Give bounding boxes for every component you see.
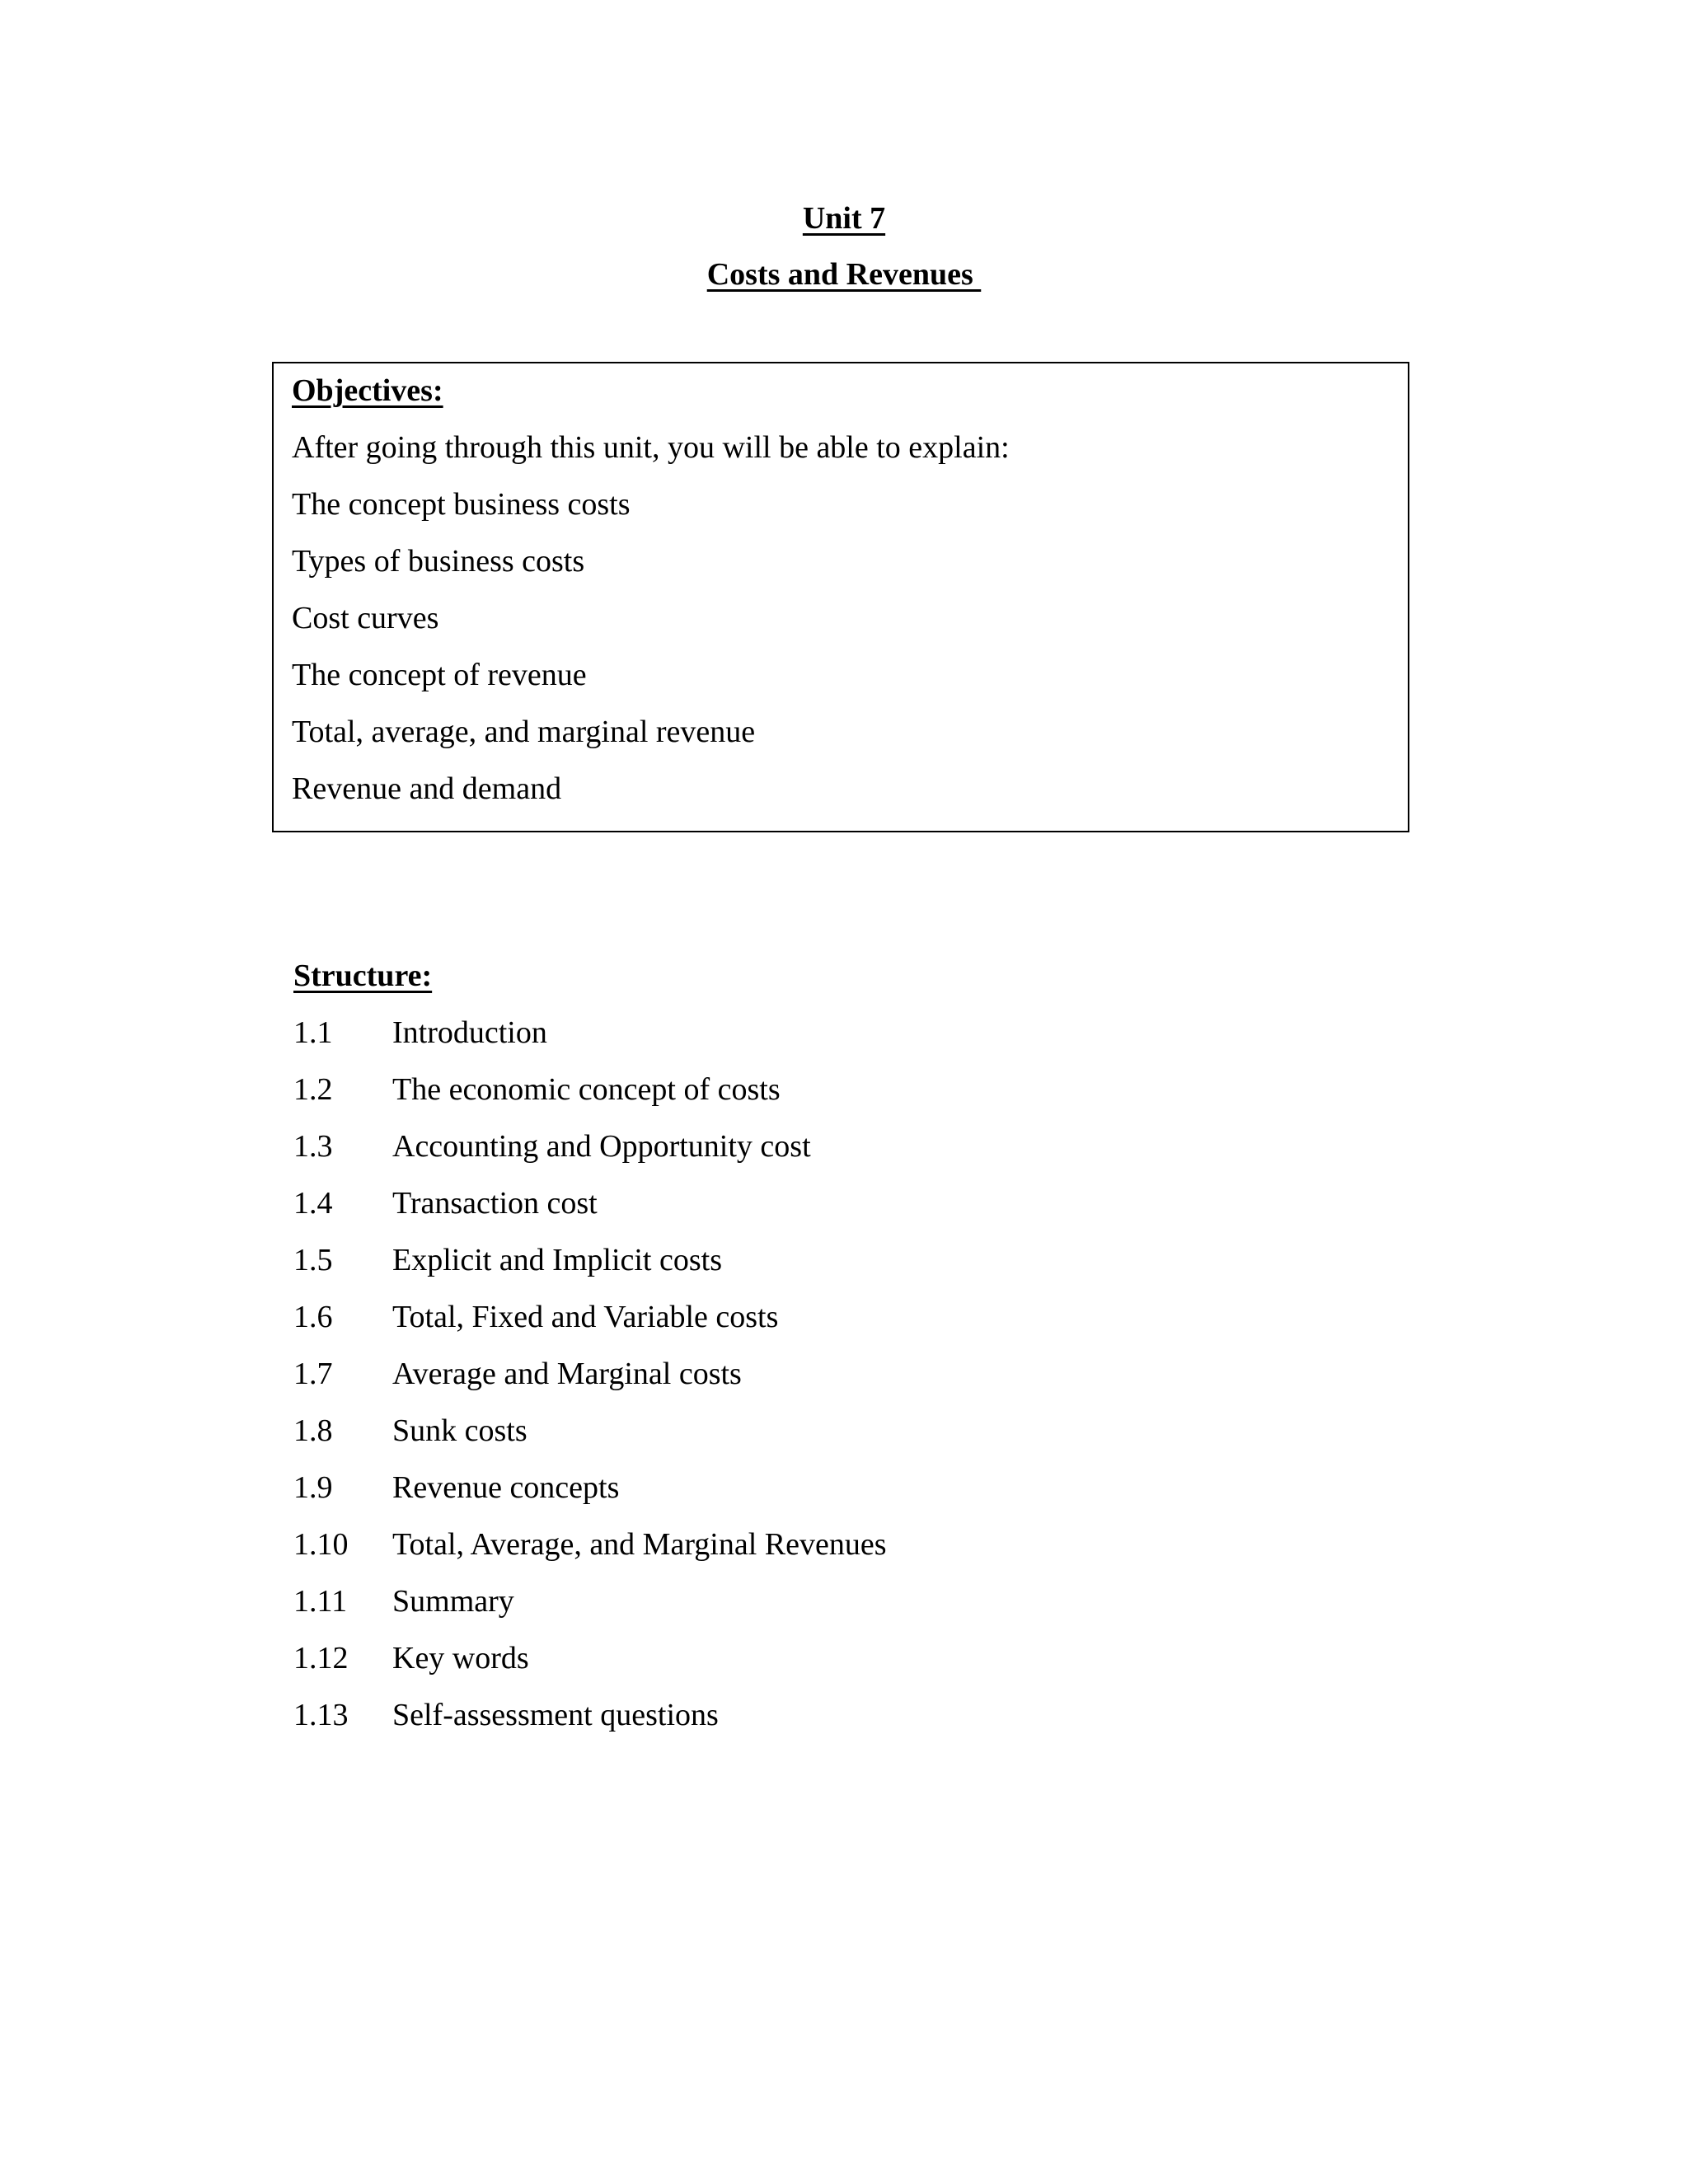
section-number: 1.9 (293, 1470, 333, 1505)
section-number: 1.13 (293, 1698, 349, 1732)
section-title: Explicit and Implicit costs (392, 1243, 722, 1277)
section-number: 1.4 (293, 1186, 333, 1221)
structure-heading: Structure: (293, 958, 433, 993)
structure-item (293, 1298, 778, 1336)
structure-item (293, 1241, 722, 1279)
section-title: Total, Fixed and Variable costs (392, 1300, 779, 1334)
section-title: Transaction cost (392, 1186, 598, 1221)
structure-item (293, 1071, 781, 1108)
structure-item (293, 1639, 529, 1677)
objective-item: Cost curves (292, 601, 439, 635)
section-title: Total, Average, and Marginal Revenues (392, 1527, 887, 1562)
section-title: The economic concept of costs (392, 1072, 781, 1107)
objective-item: The concept business costs (292, 487, 631, 522)
section-title: Sunk costs (392, 1413, 528, 1448)
section-number: 1.2 (293, 1072, 333, 1107)
objectives-intro: After going through this unit, you will be able to explain: (292, 430, 1010, 465)
section-number: 1.10 (293, 1527, 349, 1562)
structure-item (293, 1696, 719, 1734)
structure-item (293, 1469, 619, 1507)
structure-item (293, 1127, 811, 1165)
objectives-heading: Objectives: (292, 373, 443, 408)
objective-item: Revenue and demand (292, 771, 562, 806)
section-title: Revenue concepts (392, 1470, 620, 1505)
unit-title: Unit 7 (802, 201, 886, 236)
objective-item: The concept of revenue (292, 658, 587, 692)
section-title: Key words (392, 1641, 529, 1675)
structure-item (293, 1184, 598, 1222)
structure-item (293, 1014, 547, 1052)
section-title: Average and Marginal costs (392, 1357, 742, 1391)
section-number: 1.6 (293, 1300, 333, 1334)
section-title: Self-assessment questions (392, 1698, 719, 1732)
section-title: Introduction (392, 1015, 547, 1050)
section-number: 1.1 (293, 1015, 333, 1050)
section-number: 1.5 (293, 1243, 333, 1277)
structure-item (293, 1526, 887, 1563)
objective-item: Types of business costs (292, 544, 585, 579)
page-title: Costs and Revenues (706, 257, 982, 292)
section-number: 1.8 (293, 1413, 333, 1448)
section-title: Summary (392, 1584, 514, 1619)
objective-item: Total, average, and marginal revenue (292, 715, 756, 749)
structure-item (293, 1355, 742, 1393)
section-title: Accounting and Opportunity cost (392, 1129, 811, 1164)
structure-item (293, 1582, 514, 1620)
structure-item (293, 1412, 528, 1450)
section-number: 1.11 (293, 1584, 348, 1619)
section-number: 1.3 (293, 1129, 333, 1164)
section-number: 1.7 (293, 1357, 333, 1391)
section-number: 1.12 (293, 1641, 349, 1675)
